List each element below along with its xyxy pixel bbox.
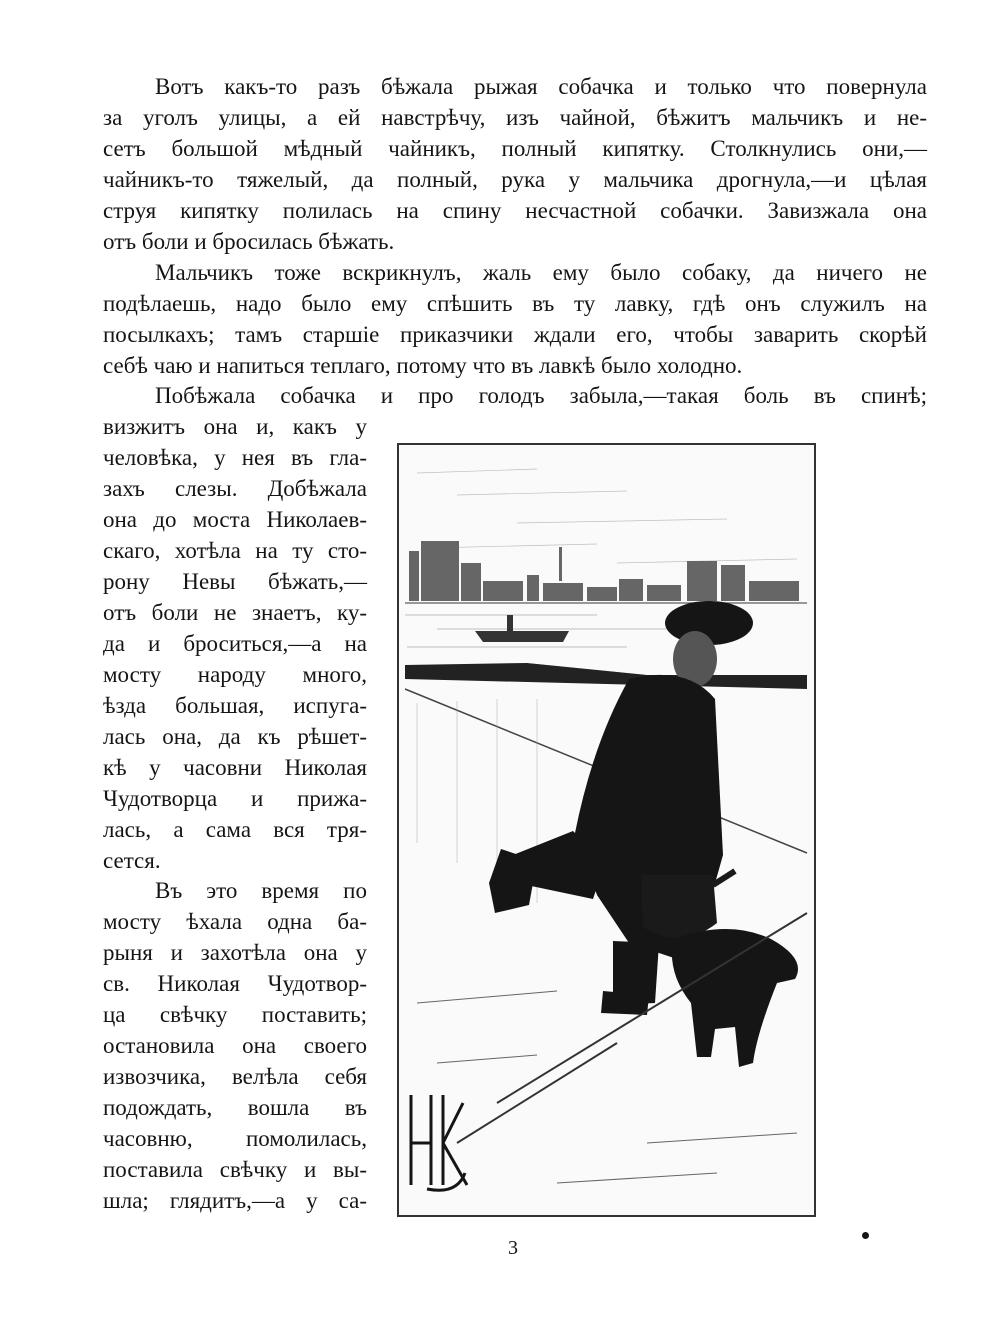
text-line: мосту ѣхала одна ба- [103, 909, 367, 934]
text-line: Вотъ какъ-то разъ бѣжала рыжая собачка и только что повернула [155, 74, 927, 99]
text-line: Мальчикъ тоже вскрикнулъ, жаль ему было собаку, да ничего не [155, 260, 927, 285]
text-line: Въ это время по [155, 878, 367, 903]
text-line: захъ слезы. Добѣжала [103, 476, 367, 501]
text-line: подѣлаешь, надо было ему спѣшить въ ту лавку, гдѣ онъ служилъ на [103, 291, 927, 316]
text-line: за уголъ улицы, а ей навстрѣчу, изъ чайной, бѣжитъ мальчикъ и не- [103, 105, 927, 130]
text-line: Побѣжала собачка и про голодъ забыла,—такая боль въ спинѣ; [155, 383, 927, 408]
text-line: поставила свѣчку и вы- [103, 1157, 367, 1182]
text-line: рыня и захотѣла она у [103, 940, 367, 965]
text-line: шла; глядитъ,—а у са- [103, 1188, 367, 1213]
text-line: кѣ у часовни Николая [103, 755, 367, 780]
text-line: подождать, вошла въ [103, 1095, 367, 1120]
text-line: струя кипятку полилась на спину несчастной собачки. Завизжала она [103, 198, 927, 223]
text-line: ца свѣчку поставить; [103, 1002, 367, 1027]
text-line: визжитъ она и, какъ у [103, 414, 367, 439]
text-line: она до моста Николаев- [103, 507, 367, 532]
text-line: посылкахъ; тамъ старшіе приказчики ждали его, чтобы заварить скорѣй [103, 322, 927, 347]
text-line: отъ боли и бросилась бѣжать. [103, 229, 395, 254]
text-line: чайникъ-то тяжелый, да полный, рука у мальчика дрогнула,—и цѣлая [103, 167, 927, 192]
text-line: рону Невы бѣжать,— [103, 569, 367, 594]
text-line: человѣка, у нея въ гла- [103, 445, 367, 470]
text-line: лась она, да къ рѣшет- [103, 724, 367, 749]
text-line: лась, а сама вся тря- [103, 817, 367, 842]
text-line: сется. [103, 848, 161, 873]
text-line: ѣзда большая, испуга- [103, 693, 367, 718]
boy-with-kettle-and-dog-on-bridge-illustration [397, 443, 816, 1217]
text-line: себѣ чаю и напиться теплаго, потому что въ лавкѣ было холодно. [103, 353, 743, 378]
text-line: св. Николая Чудотвор- [103, 971, 367, 996]
text-line: остановила она своего [103, 1033, 367, 1058]
page-number: 3 [508, 1237, 518, 1259]
text-line: отъ боли не знаетъ, ку- [103, 600, 367, 625]
text-line: скаго, хотѣла на ту сто- [103, 538, 367, 563]
text-line: часовню, помолилась, [103, 1126, 367, 1151]
ink-speck [862, 1232, 869, 1239]
text-line: сетъ большой мѣдный чайникъ, полный кипятку. Столкнулись они,— [103, 136, 927, 161]
text-line: мосту народу много, [103, 662, 367, 687]
text-line: извозчика, велѣла себя [103, 1064, 367, 1089]
text-line: да и броситься,—а на [103, 631, 367, 656]
boat [475, 631, 569, 642]
text-line: Чудотворца и прижа- [103, 786, 367, 811]
